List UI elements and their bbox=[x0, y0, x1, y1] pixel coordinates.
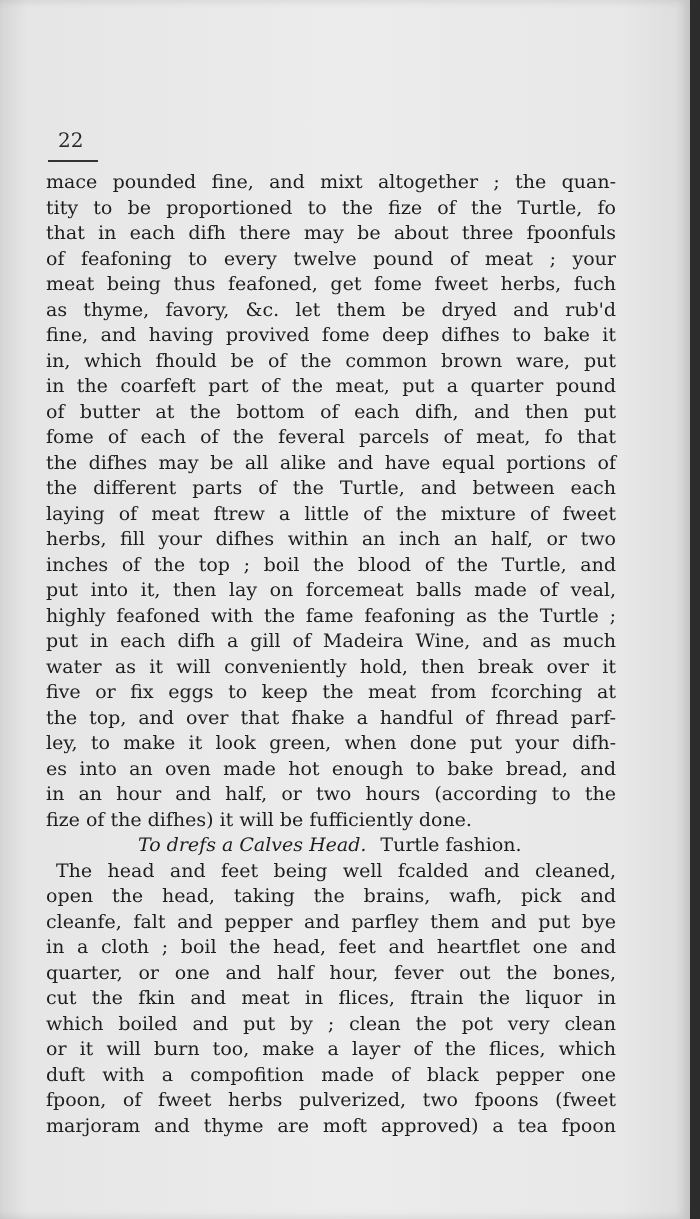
body-text bbox=[46, 170, 616, 1139]
recipe-heading bbox=[46, 833, 616, 859]
text-line: water as it will conveniently hold, then break over it bbox=[46, 655, 616, 678]
text-line: which boiled and put by ; clean the pot very clean bbox=[46, 1012, 616, 1035]
page-number: 22 bbox=[58, 128, 84, 152]
text-line: herbs, fill your difhes within an inch an half, or two bbox=[46, 528, 616, 550]
text-line: five or fix eggs to keep the meat from fcorching at bbox=[46, 681, 616, 703]
text-line: put into it, then lay on forcemeat balls made of veal, bbox=[46, 579, 616, 601]
text-line: mace pounded fine, and mixt altogether ; the quan- bbox=[46, 171, 616, 193]
text-line: put in each difh a gill of Madeira Wine, and as much bbox=[46, 630, 616, 652]
text-line: fome of each of the feveral parcels of meat, fo that bbox=[46, 426, 616, 448]
text-line: laying of meat ftrew a little of the mixture of fweet bbox=[46, 502, 616, 525]
text-line: ley, to make it look green, when done put your difh- bbox=[46, 732, 616, 754]
recipe-subtitle: Turtle fashion. bbox=[380, 834, 522, 856]
text-line: fpoon, of fweet herbs pulverized, two fpoons (fweet bbox=[46, 1089, 616, 1111]
text-line: open the head, taking the brains, wafh, pick and bbox=[46, 885, 616, 907]
text-line: the different parts of the Turtle, and between each bbox=[46, 477, 616, 499]
text-line: duft with a compofition made of black pepper one bbox=[46, 1063, 616, 1086]
text-line: The head and feet being well fcalded and cleaned, bbox=[56, 859, 616, 882]
text-line: the difhes may be all alike and have equal portions of bbox=[46, 451, 616, 474]
text-line: of feafoning to every twelve pound of meat ; your bbox=[46, 247, 616, 270]
header-rule bbox=[48, 160, 98, 162]
text-line: fine, and having provived fome deep difhes to bake it bbox=[46, 324, 616, 346]
text-line: quarter, or one and half hour, fever out the bones, bbox=[46, 961, 616, 984]
text-line: cut the fkin and meat in flices, ftrain the liquor in bbox=[46, 987, 616, 1009]
text-line: cleanfe, falt and pepper and parfley them and put bye bbox=[46, 910, 616, 933]
text-line: of butter at the bottom of each difh, and then put bbox=[46, 400, 616, 423]
text-line: highly feafoned with the fame feafoning as the Turtle ; bbox=[46, 604, 616, 627]
text-line: in, which fhould be of the common brown ware, put bbox=[46, 349, 616, 372]
text-line: es into an oven made hot enough to bake bread, and bbox=[46, 757, 616, 780]
text-line: the top, and over that fhake a handful of fhread parf- bbox=[46, 706, 616, 729]
text-line: in an hour and half, or two hours (according to the bbox=[46, 783, 616, 805]
text-line: as thyme, favory, &c. let them be dryed and rub'd bbox=[46, 298, 616, 321]
text-line: meat being thus feafoned, get fome fweet herbs, fuch bbox=[46, 273, 616, 295]
text-line: marjoram and thyme are moft approved) a tea fpoon bbox=[46, 1114, 616, 1137]
text-line: fize of the difhes) it will be fufficiently done. bbox=[46, 808, 472, 831]
text-line: inches of the top ; boil the blood of the Turtle, and bbox=[46, 553, 616, 576]
text-line: in a cloth ; boil the head, feet and heartflet one and bbox=[46, 936, 616, 958]
recipe-title: To drefs a Calves Head. bbox=[138, 834, 367, 856]
text-line: that in each difh there may be about three fpoonfuls bbox=[46, 222, 616, 244]
text-line: in the coarfeft part of the meat, put a quarter pound bbox=[46, 375, 616, 397]
text-line: tity to be proportioned to the fize of the Turtle, fo bbox=[46, 196, 616, 219]
text-line: or it will burn too, make a layer of the flices, which bbox=[46, 1038, 616, 1060]
page-edge-shadow bbox=[690, 0, 700, 1219]
